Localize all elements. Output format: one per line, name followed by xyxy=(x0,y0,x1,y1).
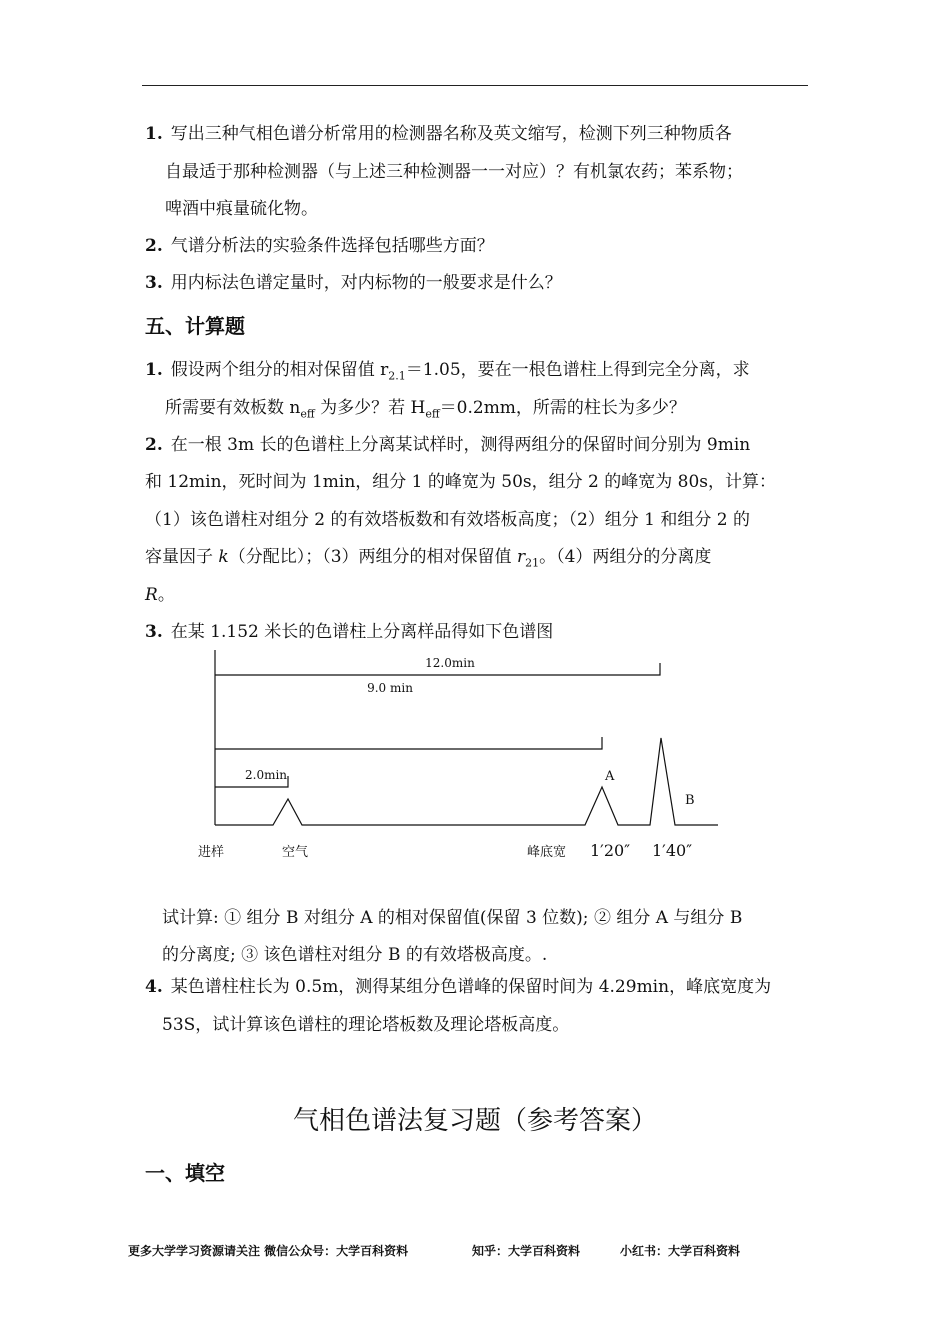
label-2min: 2.0min xyxy=(245,768,288,782)
peak-label-a: A xyxy=(605,769,615,784)
calc-2-line-5: R。 xyxy=(145,585,175,605)
chromatogram-trace xyxy=(215,738,718,825)
calc-4-line-2: 53S，试计算该色谱柱的理论塔板数及理论塔板高度。 xyxy=(162,1015,570,1035)
question-1-line-1: 1. 写出三种气相色谱分析常用的检测器名称及英文缩写，检测下列三种物质各 xyxy=(145,124,732,144)
question-1-line-3: 啤酒中痕量硫化物。 xyxy=(165,199,318,219)
peak-label-b: B xyxy=(685,793,695,808)
width-b-value: 1′40″ xyxy=(652,841,693,860)
calc-2-line-3: （1）该色谱柱对组分 2 的有效塔板数和有效塔板高度；（2）组分 1 和组分 2 的 xyxy=(145,510,751,530)
label-9min: 9.0 min xyxy=(367,681,413,695)
footer-zhihu: 知乎：大学百科资料 xyxy=(472,1244,581,1258)
calc-1-line-2: 所需要有效板数 $n_{eff}$ 为多少？若 $H_{eff}=0.2mm$，所需的柱长为多少？ xyxy=(165,398,686,421)
footer-xiaohongshu: 小红书：大学百科资料 xyxy=(620,1244,741,1258)
label-air: 空气 xyxy=(282,845,309,860)
calc-3-after-line-2: 的分离度; ③ 该色谱柱对组分 B 的有效塔极高度。. xyxy=(162,945,548,965)
question-2: 2. 气谱分析法的实验条件选择包括哪些方面？ xyxy=(145,236,494,256)
bracket-9min xyxy=(215,737,602,749)
section-1-heading: 一、填空 xyxy=(145,1161,225,1185)
chromatogram-figure xyxy=(180,645,740,870)
label-inject: 进样 xyxy=(198,845,225,860)
question-1-line-2: 自最适于那种检测器（与上述三种检测器一一对应）？有机氯农药；苯系物； xyxy=(165,162,743,182)
answers-title: 气相色谱法复习题（参考答案） xyxy=(292,1106,657,1136)
section-5-heading: 五、计算题 xyxy=(145,314,245,338)
calc-3-after-line-1: 试计算: ① 组分 B 对组分 A 的相对保留值(保留 3 位数); ② 组分 A 与组分 B xyxy=(162,908,743,928)
calc-2-line-1: 2. 在一根 3m 长的色谱柱上分离某试样时，测得两组分的保留时间分别为 9min xyxy=(145,435,751,455)
calc-2-line-4: 容量因子 k（分配比）；（3）两组分的相对保留值 $r_{21}$。（4）两组分的分离度 xyxy=(145,547,712,570)
calc-2-line-2: 和 12min，死时间为 1min，组分 1 的峰宽为 50s，组分 2 的峰宽为 80s，计算： xyxy=(145,472,777,492)
calc-3-line-1: 3. 在某 1.152 米长的色谱柱上分离样品得如下色谱图 xyxy=(145,622,554,642)
calc-4-line-1: 4. 某色谱柱柱长为 0.5m，测得某组分色谱峰的保留时间为 4.29min，峰底宽度为 xyxy=(145,977,772,997)
width-a-value: 1′20″ xyxy=(590,841,631,860)
header-rule xyxy=(142,85,808,86)
calc-1-line-1: 1. 假设两个组分的相对保留值 $r_{2.1}=1.05$，要在一根色谱柱上得到完全分离，求 xyxy=(145,360,750,383)
label-peak-width: 峰底宽 xyxy=(527,845,567,860)
question-3: 3. 用内标法色谱定量时，对内标物的一般要求是什么？ xyxy=(145,273,562,293)
footer-wechat: 更多大学学习资源请关注 微信公众号：大学百科资料 xyxy=(128,1244,409,1258)
label-12min: 12.0min xyxy=(425,656,475,670)
